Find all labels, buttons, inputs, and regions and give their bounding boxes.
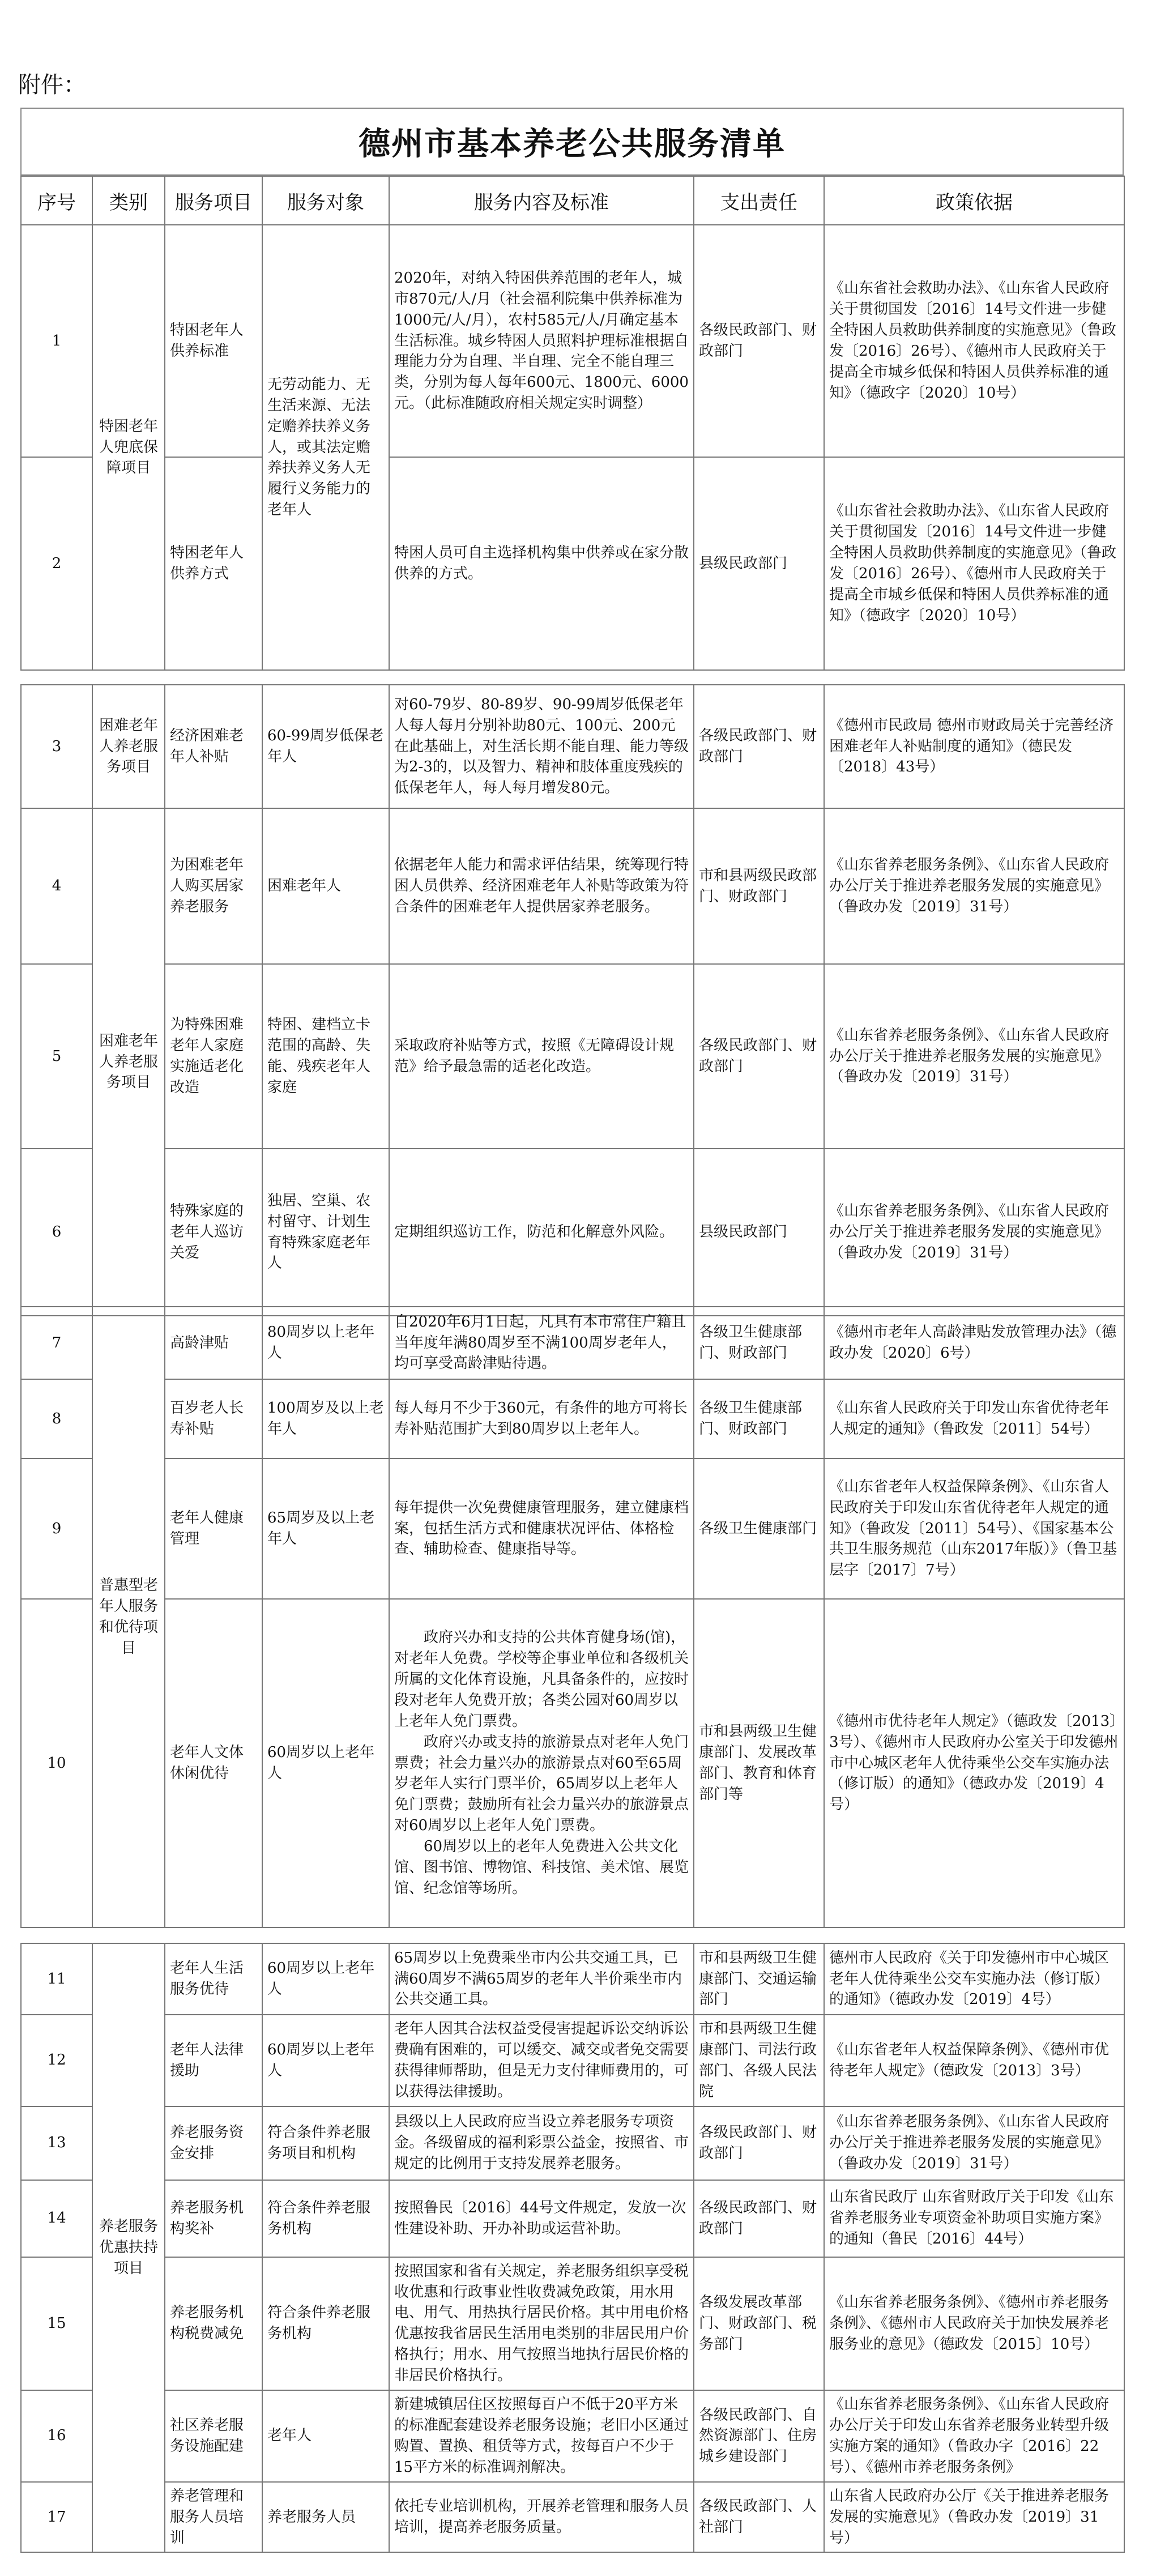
row-seq: 6 [21,1149,92,1316]
row-responsibility: 各级卫生健康部门、财政部门 [694,1379,824,1458]
row-policy: 《山东省养老服务条例》、《山东省人民政府办公厅关于推进养老服务发展的实施意见》（鲁政办发〔2019〕31号） [824,1149,1124,1316]
row-responsibility: 各级民政部门、人社部门 [694,2482,824,2553]
row-seq: 4 [21,808,92,964]
row-responsibility: 县级民政部门 [694,1149,824,1316]
row-policy: 《山东省老年人权益保障条例》、《德州市优待老年人规定》（德政发〔2013〕3号） [824,2015,1124,2106]
table-row [21,2257,1124,2390]
attachment-label: 附件： [18,72,86,98]
row-policy: 山东省民政厅 山东省财政厅关于印发《山东省养老服务业专项资金补助项目实施方案》的通知（鲁民〔2016〕44号） [824,2180,1124,2257]
row-seq: 16 [21,2390,92,2482]
row-target: 80周岁以上老年人 [262,1307,389,1379]
row-responsibility: 各级民政部门、财政部门 [694,685,824,808]
table-row [21,2106,1124,2180]
row-item: 老年人生活服务优待 [165,1943,262,2015]
row-responsibility: 各级民政部门、自然资源部门、住房城乡建设部门 [694,2390,824,2482]
row-seq: 14 [21,2180,92,2257]
row-responsibility: 各级民政部门、财政部门 [694,225,824,457]
row-item: 特困老年人供养方式 [165,457,262,670]
row-responsibility: 县级民政部门 [694,457,824,670]
table-row [21,1379,1124,1458]
table-row [21,225,1124,457]
table-row [21,685,1124,808]
row-seq: 5 [21,964,92,1149]
table-row [21,1599,1124,1927]
row-responsibility: 市和县两级卫生健康部门、司法行政部门、各级人民法院 [694,2015,824,2106]
row-item: 养老服务资金安排 [165,2106,262,2180]
row-content: 新建城镇居住区按照每百户不低于20平方米的标准配套建设养老服务设施；老旧小区通过购置、置换、租赁等方式，按每百户不少于15平方米的标准调剂解决。 [389,2390,694,2482]
row-target: 60-99周岁低保老年人 [262,685,389,808]
row-content: 老年人因其合法权益受侵害提起诉讼交纳诉讼费确有困难的，可以缓交、减交或者免交需要获得律师帮助，但是无力支付律师费用的，可以获得法律援助。 [389,2015,694,2106]
row-target: 符合条件养老服务机构 [262,2257,389,2390]
row-responsibility: 市和县两级民政部门、财政部门 [694,808,824,964]
header-policy: 政策依据 [824,176,1124,225]
content-paragraph: 60周岁以上的老年人免费进入公共文化馆、图书馆、博物馆、科技馆、美术馆、展览馆、纪念馆等场所。 [394,1838,689,1897]
row-category: 普惠型老年人服务和优待项目 [92,1307,165,1927]
row-policy: 《德州市民政局 德州市财政局关于完善经济困难老年人补贴制度的通知》（德民发〔2018〕43号） [824,685,1124,808]
row-seq: 1 [21,225,92,457]
row-policy: 《山东省养老服务条例》、《山东省人民政府办公厅关于推进养老服务发展的实施意见》（鲁政办发〔2019〕31号） [824,2106,1124,2180]
row-seq: 2 [21,457,92,670]
row-content: 依托专业培训机构，开展养老管理和服务人员培训，提高养老服务质量。 [389,2482,694,2553]
row-responsibility: 市和县两级卫生健康部门、发展改革部门、教育和体育部门等 [694,1599,824,1927]
row-target: 60周岁以上老年人 [262,1943,389,2015]
row-target: 困难老年人 [262,808,389,964]
row-responsibility: 各级民政部门、财政部门 [694,2106,824,2180]
row-content: 采取政府补贴等方式，按照《无障碍设计规范》给予最急需的适老化改造。 [389,964,694,1149]
row-responsibility: 市和县两级卫生健康部门、交通运输部门 [694,1943,824,2015]
row-content: 定期组织巡访工作，防范和化解意外风险。 [389,1149,694,1316]
row-responsibility: 各级卫生健康部门 [694,1458,824,1599]
row-content: 特困人员可自主选择机构集中供养或在家分散供养的方式。 [389,457,694,670]
row-content: 依据老年人能力和需求评估结果，统筹现行特困人员供养、经济困难老年人补贴等政策为符合条件的困难老年人提供居家养老服务。 [389,808,694,964]
row-item: 为特殊困难老年人家庭实施适老化改造 [165,964,262,1149]
table-row [21,808,1124,964]
row-target: 60周岁以上老年人 [262,2015,389,2106]
table-row [21,1307,1124,1379]
row-item: 为困难老年人购买居家养老服务 [165,808,262,964]
service-table-block-4 [20,1943,1125,2553]
row-category: 困难老年人养老服务项目 [92,685,165,808]
row-category: 困难老年人养老服务项目 [92,808,165,1316]
header-item: 服务项目 [165,176,262,225]
table-row [21,1149,1124,1316]
service-table-block-2 [20,684,1125,1316]
table-row [21,2180,1124,2257]
row-policy: 德州市人民政府《关于印发德州市中心城区老年人优待乘坐公交车实施办法（修订版）的通知》（德政办发〔2019〕4号） [824,1943,1124,2015]
row-policy: 《山东省养老服务条例》、《山东省人民政府办公厅关于推进养老服务发展的实施意见》（鲁政办发〔2019〕31号） [824,964,1124,1149]
row-content: 按照国家和省有关规定，养老服务组织享受税收优惠和行政事业性收费减免政策，用水用电、用气、用热执行居民价格。其中用电价格优惠按我省居民生活用电类别的非居民用户价格执行；用水、用气按照当地执行居民价格的非居民价格执行。 [389,2257,694,2390]
row-item: 养老服务机构税费减免 [165,2257,262,2390]
table-row [21,457,1124,670]
row-policy: 《山东省养老服务条例》、《山东省人民政府办公厅关于印发山东省养老服务业转型升级实施方案的通知》（鲁政办字〔2016〕22号）、《德州市养老服务条例》 [824,2390,1124,2482]
row-seq: 8 [21,1379,92,1458]
row-seq: 12 [21,2015,92,2106]
row-seq: 13 [21,2106,92,2180]
row-target: 特困、建档立卡范围的高龄、失能、残疾老年人家庭 [262,964,389,1149]
row-target: 独居、空巢、农村留守、计划生育特殊家庭老年人 [262,1149,389,1316]
row-target: 养老服务人员 [262,2482,389,2553]
row-target: 60周岁以上老年人 [262,1599,389,1927]
row-item: 百岁老人长寿补贴 [165,1379,262,1458]
row-target: 符合条件养老服务机构 [262,2180,389,2257]
row-seq: 17 [21,2482,92,2553]
row-content: 按照鲁民〔2016〕44号文件规定，发放一次性建设补助、开办补助或运营补助。 [389,2180,694,2257]
row-category: 养老服务优惠扶持项目 [92,1943,165,2552]
row-policy: 《德州市优待老年人规定》（德政发〔2013〕3号）、《德州市人民政府办公室关于印发德州市中心城区老年人优待乘坐公交车实施办法（修订版）的通知》（德政办发〔2019〕4号） [824,1599,1124,1927]
row-content: 65周岁以上免费乘坐市内公共交通工具，已满60周岁不满65周岁的老年人半价乘坐市内公共交通工具。 [389,1943,694,2015]
row-target: 老年人 [262,2390,389,2482]
row-responsibility: 各级发展改革部门、财政部门、税务部门 [694,2257,824,2390]
row-policy: 山东省人民政府办公厅《关于推进养老服务发展的实施意见》（鲁政办发〔2019〕31号） [824,2482,1124,2553]
row-responsibility: 各级卫生健康部门、财政部门 [694,1307,824,1379]
table-row [21,2015,1124,2106]
row-item: 特殊家庭的老年人巡访关爱 [165,1149,262,1316]
table-row [21,2482,1124,2553]
table-row [21,964,1124,1149]
header-category: 类别 [92,176,165,225]
row-item: 特困老年人供养标准 [165,225,262,457]
header-target: 服务对象 [262,176,389,225]
row-item: 老年人法律援助 [165,2015,262,2106]
row-item: 老年人文体休闲优待 [165,1599,262,1927]
content-paragraph: 政府兴办和支持的公共体育健身场(馆)，对老年人免费。学校等企事业单位和各级机关所属的文化体育设施，凡具备条件的，应按时段对老年人免费开放；各类公园对60周岁以上老年人免门票费。 [394,1629,689,1730]
row-policy: 《山东省人民政府关于印发山东省优待老年人规定的通知》（鲁政发〔2011〕54号） [824,1379,1124,1458]
row-seq: 9 [21,1458,92,1599]
service-table-block-1 [20,176,1125,671]
row-target: 符合条件养老服务项目和机构 [262,2106,389,2180]
row-policy: 《山东省老年人权益保障条例》、《山东省人民政府关于印发山东省优待老年人规定的通知》（鲁政发〔2011〕54号）、《国家基本公共卫生服务规范（山东2017年版）》（鲁卫基层字〔2017〕7号） [824,1458,1124,1599]
row-seq: 3 [21,685,92,808]
content-paragraph: 政府兴办或支持的旅游景点对老年人免门票费；社会力量兴办的旅游景点对60至65周岁老年人实行门票半价，65周岁以上老年人免门票费；鼓励所有社会力量兴办的旅游景点对60周岁以上老年人免门票费。 [394,1733,689,1835]
row-policy: 《山东省社会救助办法》、《山东省人民政府关于贯彻国发〔2016〕14号文件进一步健全特困人员救助供养制度的实施意见》（鲁政发〔2016〕26号）、《德州市人民政府关于提高全市城乡低保和特困人员供养标准的通知》（德政字〔2020〕10号） [824,225,1124,457]
service-table-block-3 [20,1306,1125,1928]
row-content: 自2020年6月1日起，凡具有本市常住户籍且当年度年满80周岁至不满100周岁老年人，均可享受高龄津贴待遇。 [389,1307,694,1379]
document-title: 德州市基本养老公共服务清单 [359,125,786,163]
row-content: 对60-79岁、80-89岁、90-99周岁低保老年人每人每月分别补助80元、100元、200元在此基础上，对生活长期不能自理、能力等级为2-3的，以及智力、精神和肢体重度残疾的低保老年人，每人每月增发80元。 [389,685,694,808]
row-seq: 10 [21,1599,92,1927]
table-header-row [21,176,1124,225]
row-content [389,1599,694,1927]
row-item: 高龄津贴 [165,1307,262,1379]
row-item: 养老服务机构奖补 [165,2180,262,2257]
row-responsibility: 各级民政部门、财政部门 [694,2180,824,2257]
row-content: 每人每月不少于360元，有条件的地方可将长寿补贴范围扩大到80周岁以上老年人。 [389,1379,694,1458]
row-item: 社区养老服务设施配建 [165,2390,262,2482]
row-target: 65周岁及以上老年人 [262,1458,389,1599]
row-policy: 《山东省养老服务条例》、《山东省人民政府办公厅关于推进养老服务发展的实施意见》（鲁政办发〔2019〕31号） [824,808,1124,964]
row-target: 无劳动能力、无生活来源、无法定赡养扶养义务人，或其法定赡养扶养义务人无履行义务能力的老年人 [262,225,389,670]
table-row [21,1458,1124,1599]
row-content: 每年提供一次免费健康管理服务，建立健康档案，包括生活方式和健康状况评估、体格检查、辅助检查、健康指导等。 [389,1458,694,1599]
row-content: 2020年，对纳入特困供养范围的老年人，城市870元/人/月（社会福利院集中供养标准为1000元/人/月），农村585元/人/月确定基本生活标准。城乡特困人员照料护理标准根据自理能力分为自理、半自理、完全不能自理三类，分别为每人每年600元、1800元、6000元。（此标准随政府相关规定实时调整） [389,225,694,457]
row-seq: 15 [21,2257,92,2390]
row-content: 县级以上人民政府应当设立养老服务专项资金。各级留成的福利彩票公益金，按照省、市规定的比例用于支持发展养老服务。 [389,2106,694,2180]
header-responsibility: 支出责任 [694,176,824,225]
row-item: 养老管理和服务人员培训 [165,2482,262,2553]
document-title-box [20,108,1124,176]
row-policy: 《德州市老年人高龄津贴发放管理办法》（德政办发〔2020〕6号） [824,1307,1124,1379]
row-policy: 《山东省养老服务条例》、《德州市养老服务条例》、《德州市人民政府关于加快发展养老服务业的意见》（德政发〔2015〕10号） [824,2257,1124,2390]
table-row [21,2390,1124,2482]
row-target: 100周岁及以上老年人 [262,1379,389,1458]
row-category: 特困老年人兜底保障项目 [92,225,165,670]
row-seq: 7 [21,1307,92,1379]
header-seq: 序号 [21,176,92,225]
row-item: 经济困难老年人补贴 [165,685,262,808]
table-row [21,1943,1124,2015]
header-content: 服务内容及标准 [389,176,694,225]
row-policy: 《山东省社会救助办法》、《山东省人民政府关于贯彻国发〔2016〕14号文件进一步健全特困人员救助供养制度的实施意见》（鲁政发〔2016〕26号）、《德州市人民政府关于提高全市城乡低保和特困人员供养标准的通知》（德政字〔2020〕10号） [824,457,1124,670]
row-responsibility: 各级民政部门、财政部门 [694,964,824,1149]
row-seq: 11 [21,1943,92,2015]
row-item: 老年人健康管理 [165,1458,262,1599]
